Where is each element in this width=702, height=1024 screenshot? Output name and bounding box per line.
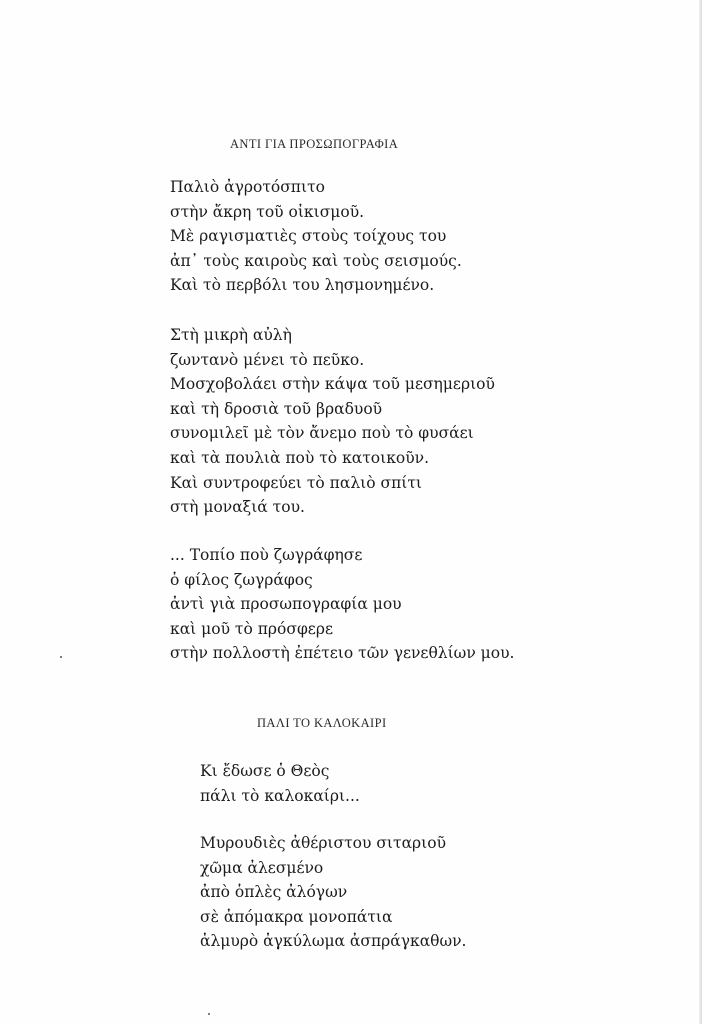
verse-line: στὴν πολλοστὴ ἐπέτειο τῶν γενεθλίων μου. (170, 644, 515, 663)
verse-line: συνομιλεῖ μὲ τὸν ἄνεμο ποὺ τὸ φυσάει (170, 424, 474, 443)
verse-line: ἀπ᾽ τοὺς καιροὺς καὶ τοὺς σεισμούς. (170, 251, 462, 270)
poem-title-pali-to-kalokairi: ΠΑΛΙ ΤΟ ΚΑΛΟΚΑΙΡΙ (257, 716, 387, 730)
verse-line: Μοσχοβολάει στὴν κάψα τοῦ μεσημεριοῦ (170, 375, 495, 394)
verse-line: καὶ τὰ πουλιὰ ποὺ τὸ κατοικοῦν. (170, 448, 429, 467)
scan-speck (60, 656, 62, 658)
verse-line: καὶ μοῦ τὸ πρόσφερε (170, 619, 333, 638)
verse-line: ὁ φίλος ζωγράφος (170, 570, 313, 589)
verse-line: χῶμα ἀλεσμένο (200, 858, 324, 877)
poem-1-stanza-2 (170, 323, 495, 520)
scan-speck (208, 1013, 210, 1015)
verse-line: Μυρουδιὲς ἀθέριστου σιταριοῦ (200, 834, 446, 852)
poem-2-stanza-2 (200, 831, 466, 954)
verse-line: Καὶ τὸ περβόλι του λησμονημένο. (170, 276, 435, 295)
verse-line: ... Τοπίο ποὺ ζωγράφησε (170, 546, 363, 564)
verse-line: καὶ τὴ δροσιὰ τοῦ βραδυοῦ (170, 399, 383, 418)
poem-2-stanza-1 (200, 759, 360, 808)
verse-line: στὴν ἄκρη τοῦ οἰκισμοῦ. (170, 202, 365, 221)
verse-line: Στὴ μικρὴ αὐλὴ (170, 326, 292, 344)
verse-line: ἀπὸ ὁπλὲς ἀλόγων (200, 883, 348, 902)
verse-line: πάλι τὸ καλοκαίρι... (200, 786, 360, 805)
verse-line: σὲ ἀπόμακρα μονοπάτια (200, 907, 393, 926)
verse-line: Μὲ ραγισματιὲς στοὺς τοίχους του (170, 227, 447, 246)
verse-line: Κι ἔδωσε ὁ Θεὸς (200, 762, 330, 780)
verse-line: Καὶ συντροφεύει τὸ παλιὸ σπίτι (170, 473, 422, 492)
verse-line: ἁλμυρὸ ἀγκύλωμα ἀσπράγκαθων. (200, 932, 467, 951)
poem-1-stanza-3 (170, 543, 514, 666)
poem-1-stanza-1 (170, 175, 462, 298)
verse-line: ζωντανὸ μένει τὸ πεῦκο. (170, 350, 365, 369)
verse-line: στὴ μοναξιά του. (170, 498, 305, 517)
verse-line: ἀντὶ γιὰ προσωπογραφία μου (170, 595, 402, 614)
poem-title-anti-gia-prosopografia: ΑΝΤΙ ΓΙΑ ΠΡΟΣΩΠΟΓΡΑΦΙΑ (230, 137, 399, 151)
verse-line: Παλιὸ ἀγροτόσπιτο (170, 178, 325, 196)
